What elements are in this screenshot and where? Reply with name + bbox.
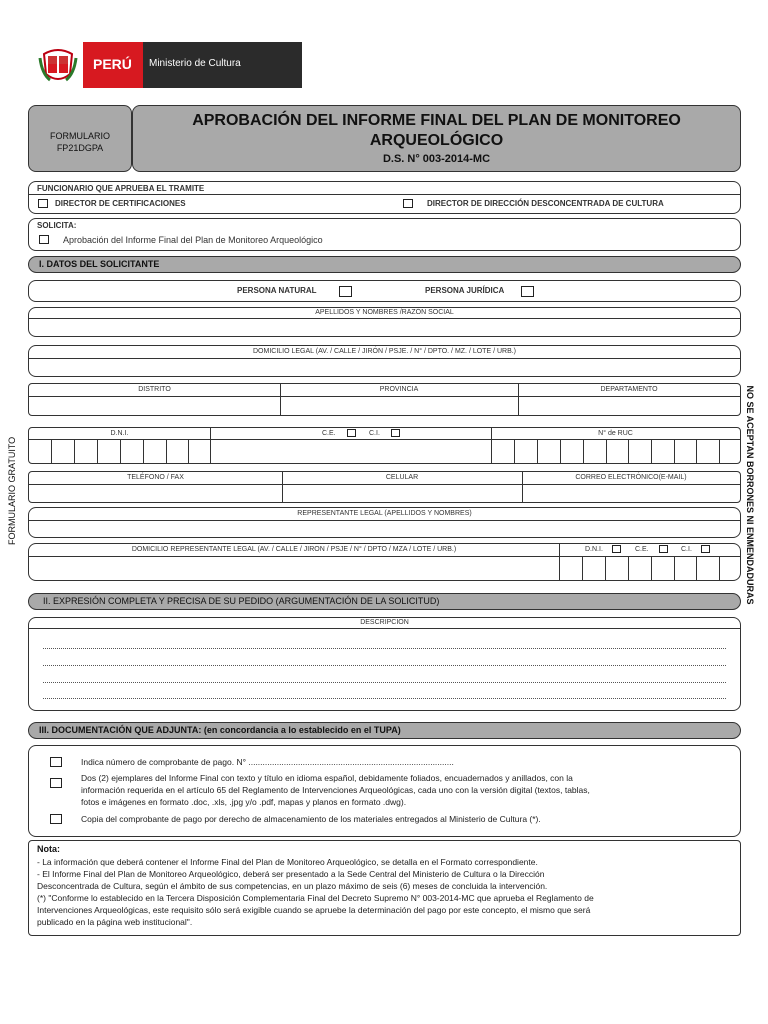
ministry-badge [143, 42, 302, 88]
departamento-label: DEPARTAMENTO [600, 386, 658, 393]
contacto-box [28, 471, 741, 503]
checkbox-comprobante[interactable] [50, 757, 62, 767]
checkbox-ce[interactable] [347, 429, 356, 437]
funcionario-title: FUNCIONARIO QUE APRUEBA EL TRAMITE [37, 184, 205, 193]
correo-label: CORREO ELECTRÓNICO(E-MAIL) [575, 474, 687, 481]
nota-line-3: Desconcentrada de Cultura, según el ámbito de sus competencias, en un plazo máximo de seis (6) meses de concluida la intervención. [37, 881, 548, 891]
coat-of-arms-icon [38, 44, 78, 86]
checkbox-aprobacion[interactable] [39, 235, 49, 244]
domicilio-field[interactable] [28, 345, 741, 377]
checkbox-ci[interactable] [391, 429, 400, 437]
form-code-box [28, 105, 132, 172]
checkbox-ejemplares[interactable] [50, 778, 62, 788]
option-aprobacion: Aprobación del Informe Final del Plan de Monitoreo Arqueológico [63, 235, 323, 245]
form-code: FP21DGPA [56, 143, 104, 153]
form-label: FORMULARIO [49, 131, 110, 141]
item-ejemplares-1: Dos (2) ejemplares del Informe Final con texto y título en idioma español, debidamente foliados, encuadernados y anillados, con la [81, 773, 573, 783]
representante-field[interactable] [28, 507, 741, 538]
checkbox-almacenamiento[interactable] [50, 814, 62, 824]
funcionario-box [28, 181, 741, 214]
descripcion-field[interactable] [28, 617, 741, 711]
ci-rep-label: C.I. [681, 546, 692, 553]
checkbox-director-desconcentrada[interactable] [403, 199, 413, 208]
nota-line-6: publicado en la página web institucional". [37, 917, 193, 927]
solicita-title: SOLICITA: [37, 221, 77, 230]
celular-label: CELULAR [385, 474, 419, 481]
solicita-box [28, 218, 741, 251]
section3-title-rest: (en concordancia a lo establecido en el TUPA) [203, 725, 401, 735]
persona-juridica-label: PERSONA JURÍDICA [425, 286, 505, 295]
ministry-label: Ministerio de Cultura [149, 58, 241, 69]
checkbox-ce-rep[interactable] [659, 545, 668, 553]
checkbox-director-certificaciones[interactable] [38, 199, 48, 208]
item-comprobante: Indica número de comprobante de pago. N° ....................................................................................... [81, 757, 454, 767]
ci-label: C.I. [369, 430, 380, 437]
nota-title: Nota: [37, 844, 60, 854]
section3-header [28, 722, 741, 739]
decree-label: D.S. N° 003-2014-MC [382, 153, 491, 165]
page-title-line2: ARQUEOLÓGICO [369, 132, 504, 149]
section1-title: I. DATOS DEL SOLICITANTE [39, 259, 160, 269]
checkbox-dni-rep[interactable] [612, 545, 621, 553]
section2-header [28, 593, 741, 610]
dni-cells[interactable] [29, 439, 210, 463]
descripcion-label: DESCRIPCION [360, 619, 409, 626]
representante-label: REPRESENTANTE LEGAL (APELLIDOS Y NOMBRES) [297, 510, 472, 517]
documentacion-box [28, 745, 741, 837]
peru-badge [83, 42, 143, 88]
doc-rep-cells[interactable] [559, 556, 740, 580]
nota-line-5: Intervenciones Arqueológicas, este requisito sólo será exigible cuando se apruebe la determinación del pago por este concepto, el mismo que será [37, 905, 591, 915]
dni-rep-label: D.N.I. [585, 546, 603, 553]
section2-title: II. EXPRESIÓN COMPLETA Y PRECISA DE SU PEDIDO (ARGUMENTACIÓN DE LA SOLICITUD) [43, 596, 440, 606]
section3-title-bold: III. DOCUMENTACIÓN QUE ADJUNTA: [39, 725, 204, 735]
side-label-right: NO SE ACEPTAN BORRONES NI ENMENDADURAS [745, 385, 755, 605]
persona-type-box [28, 280, 741, 302]
peru-label: PERÚ [93, 56, 132, 72]
title-box [132, 105, 741, 172]
option-director-desconcentrada: DIRECTOR DE DIRECCIÓN DESCONCENTRADA DE CULTURA [427, 199, 664, 208]
nota-line-1: - La información que deberá contener el Informe Final del Plan de Monitoreo Arqueológico, se detalla en el Formato correspondiente. [37, 857, 538, 867]
item-almacenamiento: Copia del comprobante de pago por derecho de almacenamiento de los materiales entregados al Ministerio de Cultura (*). [81, 814, 541, 824]
ubicacion-box [28, 383, 741, 416]
option-director-certificaciones: DIRECTOR DE CERTIFICACIONES [55, 199, 186, 208]
item-ejemplares-2: información requerida en el artículo 65 del Reglamento de Intervenciones Arqueológicas, cada uno con la versión digital (textos, tablas, [81, 785, 590, 795]
telefono-label: TELÉFONO / FAX [127, 474, 184, 481]
provincia-label: PROVINCIA [379, 386, 419, 393]
item-ejemplares-3: fotos e imágenes en formato .doc, .xls, .jpg y/o .pdf, mapas y planos en formato .dwg). [81, 797, 407, 807]
section3-title [39, 725, 401, 735]
ce-rep-label: C.E. [635, 546, 649, 553]
domicilio-rep-label: DOMICILIO REPRESENTANTE LEGAL (AV. / CALLE / JIRON / PSJE / N° / DPTO / MZA / LOTE / URB.) [131, 546, 457, 553]
checkbox-persona-natural[interactable] [339, 286, 352, 297]
documento-box [28, 427, 741, 464]
apellidos-label: APELLIDOS Y NOMBRES /RAZÓN SOCIAL [315, 309, 454, 316]
checkbox-persona-juridica[interactable] [521, 286, 534, 297]
dni-label: D.N.I. [110, 430, 129, 437]
side-label-left: FORMULARIO GRATUITO [7, 436, 17, 545]
section1-header [28, 256, 741, 273]
nota-line-2: - El Informe Final del Plan de Monitoreo Arqueológico, deberá ser presentado a la Sede Central del Ministerio de Cultura o la Dirección [37, 869, 545, 879]
ruc-cells[interactable] [491, 439, 740, 463]
nota-box [28, 840, 741, 936]
ruc-label: N° de RUC [598, 430, 633, 437]
page-title: APROBACIÓN DEL INFORME FINAL DEL PLAN DE MONITOREO [192, 112, 681, 129]
ce-label: C.E. [322, 430, 336, 437]
checkbox-ci-rep[interactable] [701, 545, 710, 553]
persona-natural-label: PERSONA NATURAL [237, 286, 317, 295]
distrito-label: DISTRITO [138, 386, 171, 393]
logo-block [38, 42, 302, 88]
domicilio-label: DOMICILIO LEGAL (AV. / CALLE / JIRÓN / PSJE. / N° / DPTO. / MZ. / LOTE / URB.) [252, 348, 517, 355]
nota-line-4: (*) "Conforme lo establecido en la Tercera Disposición Complementaria Final del Decreto Supremo N° 003-2014-MC que aprueba el Reglamento de [37, 893, 594, 903]
domicilio-rep-box [28, 543, 741, 581]
apellidos-field[interactable] [28, 307, 741, 337]
